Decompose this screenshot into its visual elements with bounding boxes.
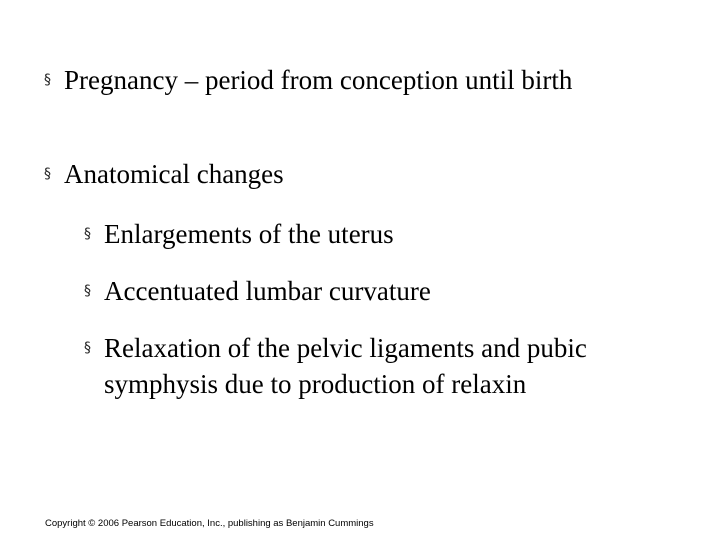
section-bullet-icon: § bbox=[44, 72, 51, 88]
bullet-text: Accentuated lumbar curvature bbox=[104, 276, 431, 306]
copyright-footer: Copyright © 2006 Pearson Education, Inc., publishing as Benjamin Cummings bbox=[45, 518, 374, 529]
bullet-text: Enlargements of the uterus bbox=[104, 219, 394, 249]
section-bullet-icon: § bbox=[84, 283, 91, 299]
bullet-text: Anatomical changes bbox=[64, 159, 284, 189]
bullet-text: Pregnancy – period from conception until birth bbox=[64, 65, 573, 95]
bullet-text: Relaxation of the pelvic ligaments and pubic symphysis due to production of relaxin bbox=[104, 333, 587, 399]
sub-bullet-lumbar-curvature bbox=[84, 273, 644, 309]
sub-bullet-relaxin bbox=[84, 330, 644, 402]
section-bullet-icon: § bbox=[84, 340, 91, 356]
bullet-anatomical-changes bbox=[44, 156, 644, 192]
bullet-pregnancy bbox=[44, 62, 644, 98]
section-bullet-icon: § bbox=[44, 166, 51, 182]
sub-bullet-uterus bbox=[84, 216, 644, 252]
section-bullet-icon: § bbox=[84, 226, 91, 242]
